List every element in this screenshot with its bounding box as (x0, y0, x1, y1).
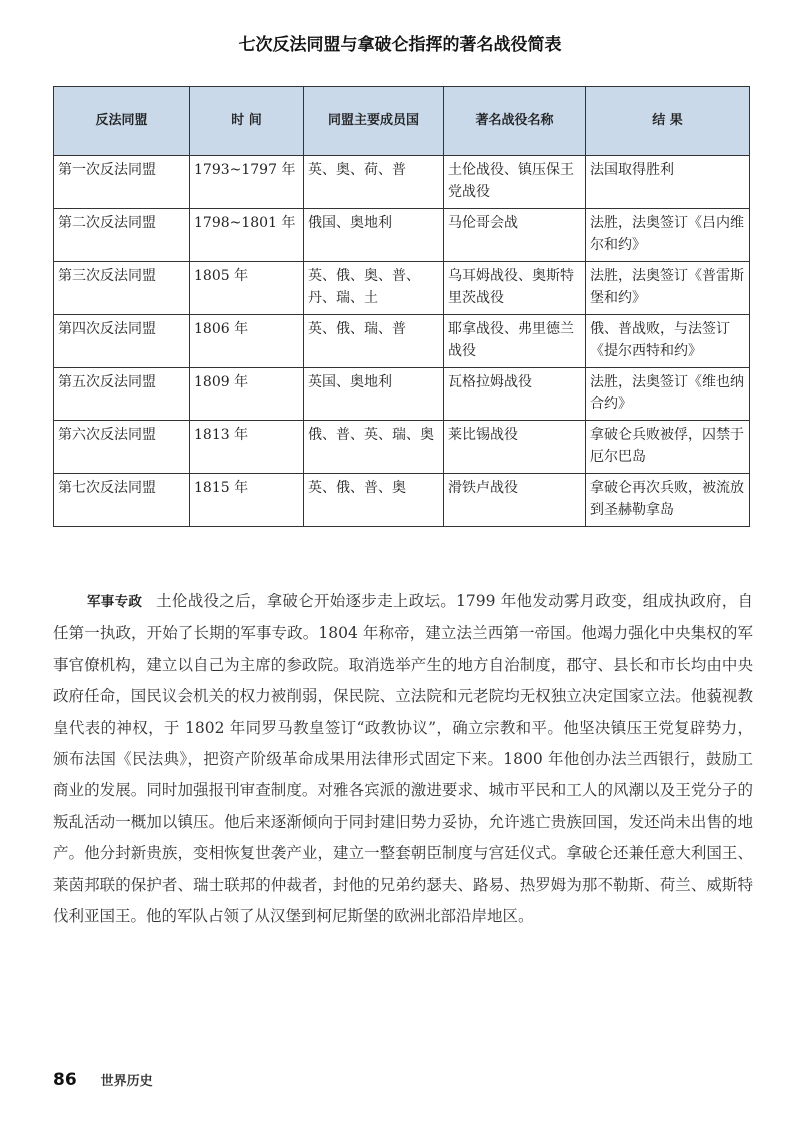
table-row (54, 315, 750, 368)
cell-result: 拿破仑再次兵败，被流放到圣赫勒拿岛 (586, 474, 750, 527)
cell-result: 法胜，法奥签订《维也纳合约》 (586, 368, 750, 421)
cell-members: 英、俄、奥、普、丹、瑞、土 (304, 262, 444, 315)
cell-battles: 土伦战役、镇压保王党战役 (444, 156, 586, 209)
cell-battles: 马伦哥会战 (444, 209, 586, 262)
cell-coalition: 第七次反法同盟 (54, 474, 190, 527)
table-row (54, 209, 750, 262)
cell-battles: 瓦格拉姆战役 (444, 368, 586, 421)
header-result: 结 果 (586, 87, 750, 156)
cell-time: 1809 年 (190, 368, 304, 421)
cell-battles: 滑铁卢战役 (444, 474, 586, 527)
cell-coalition: 第四次反法同盟 (54, 315, 190, 368)
page-footer (53, 1070, 153, 1090)
cell-coalition: 第六次反法同盟 (54, 421, 190, 474)
cell-time: 1793~1797 年 (190, 156, 304, 209)
cell-time: 1805 年 (190, 262, 304, 315)
book-title: 世界历史 (100, 1074, 153, 1089)
table-row (54, 156, 750, 209)
table-header-row (54, 87, 750, 156)
cell-members: 俄、普、英、瑞、奥 (304, 421, 444, 474)
cell-coalition: 第二次反法同盟 (54, 209, 190, 262)
header-coalition: 反法同盟 (54, 87, 190, 156)
cell-result: 法胜，法奥签订《普雷斯堡和约》 (586, 262, 750, 315)
cell-members: 英、俄、普、奥 (304, 474, 444, 527)
section-text: 土伦战役之后，拿破仑开始逐步走上政坛。1799 年他发动雾月政变，组成执政府，自任第一执政，开始了长期的军事专政。1804 年称帝，建立法兰西第一帝国。他竭力强化中央集权的军事官僚机构，建立以自己为主席的参政院。取消选举产生的地方自治制度，郡守、县长和市长均由中央政府任命，国民议会机关的权力被削弱，保民院、立法院和元老院均无权独立决定国家立法。他藐视教皇代表的神权，于 1802 年同罗马教皇签订“政教协议”，确立宗教和平。他坚决镇压王党复辟势力，颁布法国《民法典》，把资产阶级革命成果用法律形式固定下来。1800 年他创办法兰西银行，鼓励工商业的发展。同时加强报刊审查制度。对雅各宾派的激进要求、城市平民和工人的风潮以及王党分子的叛乱活动一概加以镇压。他后来逐渐倾向于同封建旧势力妥协，允许逃亡贵族回国，发还尚未出售的地产。他分封新贵族，变相恢复世袭产业，建立一整套朝臣制度与宫廷仪式。拿破仑还兼任意大利国王、莱茵邦联的保护者、瑞士联邦的仲裁者，封他的兄弟约瑟夫、路易、热罗姆为那不勒斯、荷兰、威斯特伐利亚国王。他的军队占领了从汉堡到柯尼斯堡的欧洲北部沿岸地区。 (53, 592, 753, 926)
cell-result: 法国取得胜利 (586, 156, 750, 209)
cell-members: 俄国、奥地利 (304, 209, 444, 262)
cell-battles: 乌耳姆战役、奥斯特里茨战役 (444, 262, 586, 315)
cell-battles: 耶拿战役、弗里德兰战役 (444, 315, 586, 368)
cell-coalition: 第三次反法同盟 (54, 262, 190, 315)
header-battles: 著名战役名称 (444, 87, 586, 156)
cell-members: 英、俄、瑞、普 (304, 315, 444, 368)
table-row (54, 421, 750, 474)
cell-result: 法胜，法奥签订《吕内维尔和约》 (586, 209, 750, 262)
page-number: 86 (53, 1070, 77, 1090)
cell-members: 英、奥、荷、普 (304, 156, 444, 209)
table-row (54, 262, 750, 315)
cell-coalition: 第五次反法同盟 (54, 368, 190, 421)
cell-time: 1798~1801 年 (190, 209, 304, 262)
section-term: 军事专政 (87, 594, 143, 610)
header-time: 时 间 (190, 87, 304, 156)
table-row (54, 474, 750, 527)
cell-time: 1806 年 (190, 315, 304, 368)
cell-time: 1815 年 (190, 474, 304, 527)
table-row (54, 368, 750, 421)
page-title: 七次反法同盟与拿破仑指挥的著名战役简表 (238, 35, 562, 55)
body-paragraph (53, 586, 753, 932)
coalition-table (53, 86, 750, 527)
cell-result: 拿破仑兵败被俘，囚禁于厄尔巴岛 (586, 421, 750, 474)
cell-battles: 莱比锡战役 (444, 421, 586, 474)
cell-members: 英国、奥地利 (304, 368, 444, 421)
header-members: 同盟主要成员国 (304, 87, 444, 156)
cell-result: 俄、普战败，与法签订《提尔西特和约》 (586, 315, 750, 368)
cell-coalition: 第一次反法同盟 (54, 156, 190, 209)
cell-time: 1813 年 (190, 421, 304, 474)
